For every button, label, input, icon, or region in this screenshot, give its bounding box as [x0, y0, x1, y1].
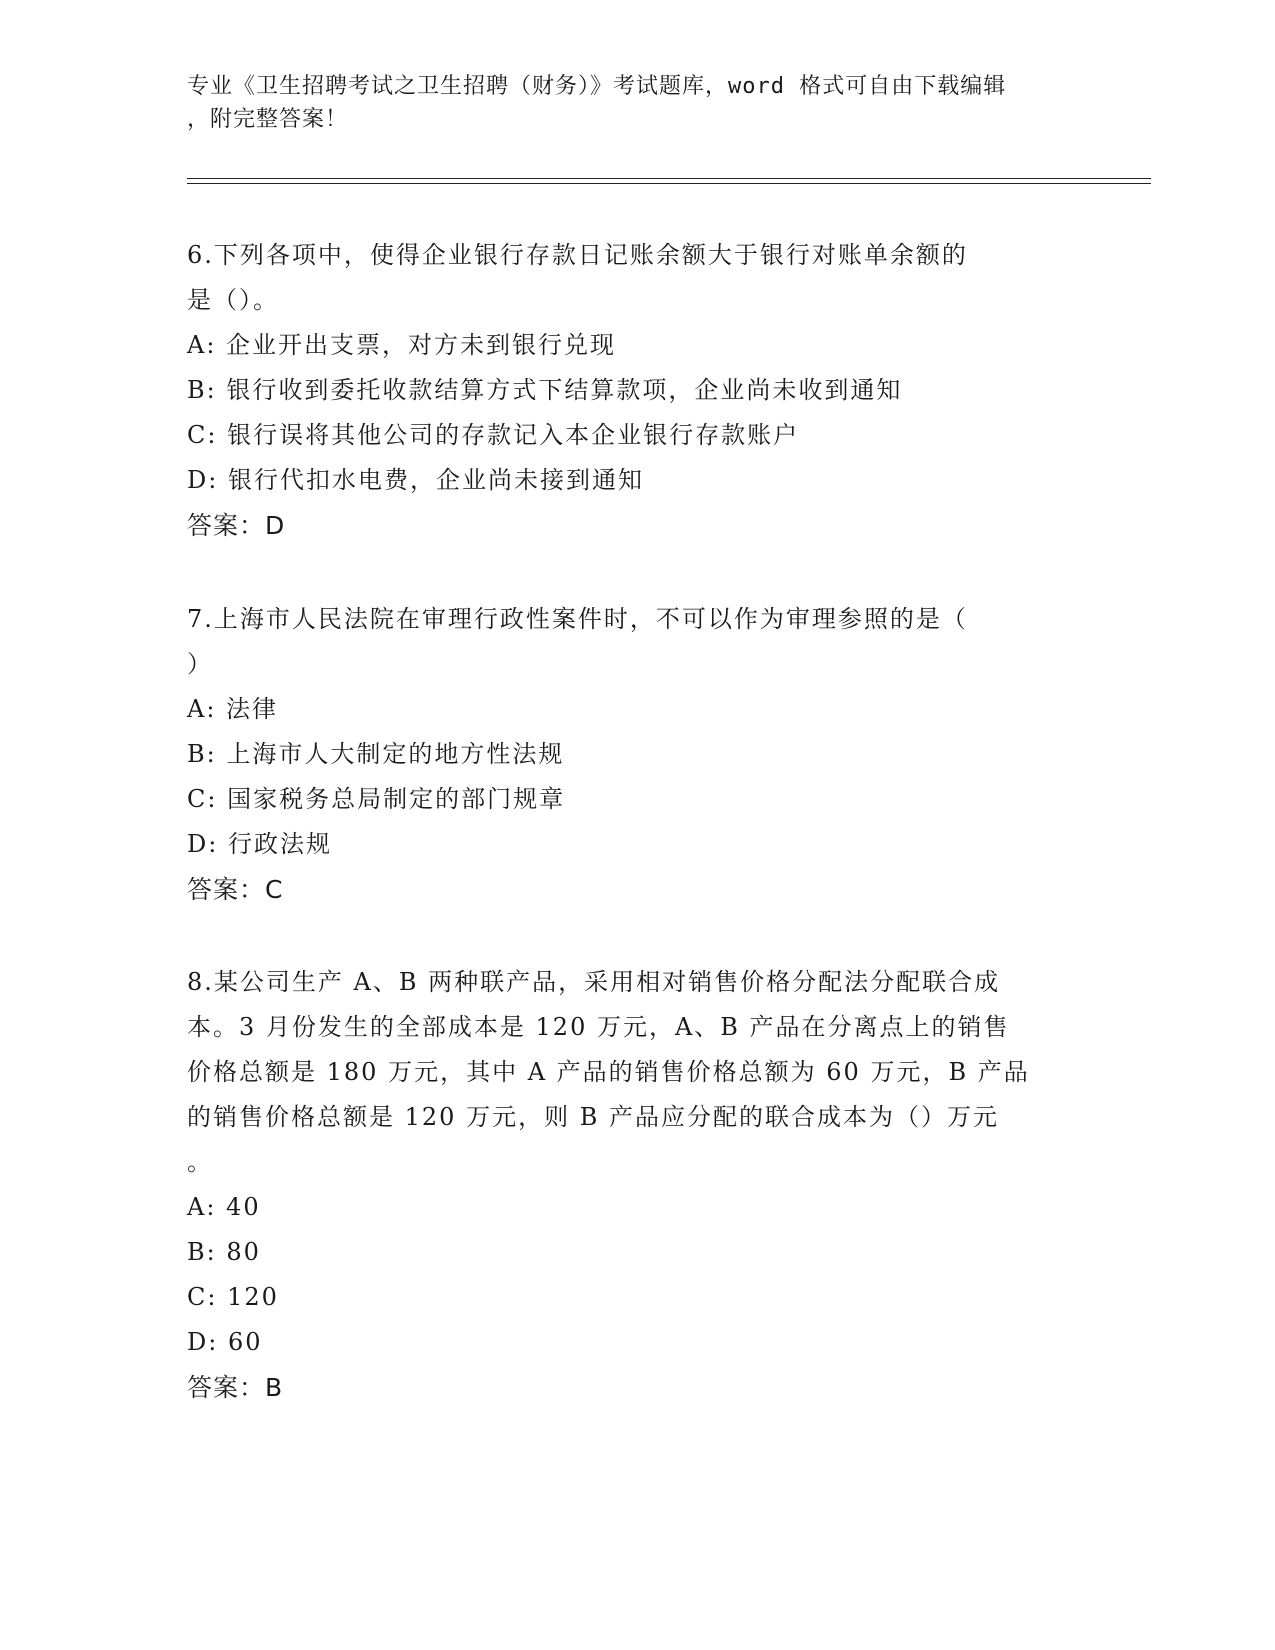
option-d: D: 60: [187, 1328, 263, 1356]
question-text: 是（）。: [187, 286, 279, 314]
question-text: 的销售价格总额是 120 万元，则 B 产品应分配的联合成本为（）万元: [187, 1103, 999, 1131]
document-header: [187, 70, 1067, 136]
question-text: ）: [187, 650, 213, 678]
option-b: B: 银行收到委托收款结算方式下结算款项，企业尚未收到通知: [187, 376, 903, 404]
question-7: [187, 597, 1087, 912]
question-6: [187, 233, 1087, 548]
question-text: 7.上海市人民法院在审理行政性案件时，不可以作为审理参照的是（: [187, 605, 968, 633]
option-c: C: 银行误将其他公司的存款记入本企业银行存款账户: [187, 421, 800, 449]
option-a: A: 40: [187, 1193, 261, 1221]
question-text: 。: [187, 1148, 213, 1176]
option-a: A: 企业开出支票，对方未到银行兑现: [187, 331, 617, 359]
question-text: 8.某公司生产 A、B 两种联产品，采用相对销售价格分配法分配联合成: [187, 968, 1001, 996]
question-text: 本。3 月份发生的全部成本是 120 万元，A、B 产品在分离点上的销售: [187, 1013, 1010, 1041]
option-d: D: 行政法规: [187, 830, 332, 858]
header-divider: [187, 183, 1151, 184]
option-c: C: 120: [187, 1283, 279, 1311]
option-b: B: 上海市人大制定的地方性法规: [187, 740, 565, 768]
question-text: 6.下列各项中，使得企业银行存款日记账余额大于银行对账单余额的: [187, 241, 968, 269]
answer: 答案：C: [187, 875, 284, 904]
option-b: B: 80: [187, 1238, 261, 1266]
answer: 答案：D: [187, 511, 286, 540]
question-8: [187, 960, 1087, 1410]
header-divider: [187, 178, 1151, 179]
answer: 答案：B: [187, 1373, 284, 1402]
header-line: 专业《卫生招聘考试之卫生招聘（财务）》考试题库，word 格式可自由下载编辑: [187, 74, 1007, 99]
option-a: A: 法律: [187, 695, 279, 723]
option-c: C: 国家税务总局制定的部门规章: [187, 785, 566, 813]
question-text: 价格总额是 180 万元，其中 A 产品的销售价格总额为 60 万元，B 产品: [187, 1058, 1030, 1086]
option-d: D: 银行代扣水电费，企业尚未接到通知: [187, 466, 644, 494]
header-line: ，附完整答案！: [187, 107, 349, 132]
